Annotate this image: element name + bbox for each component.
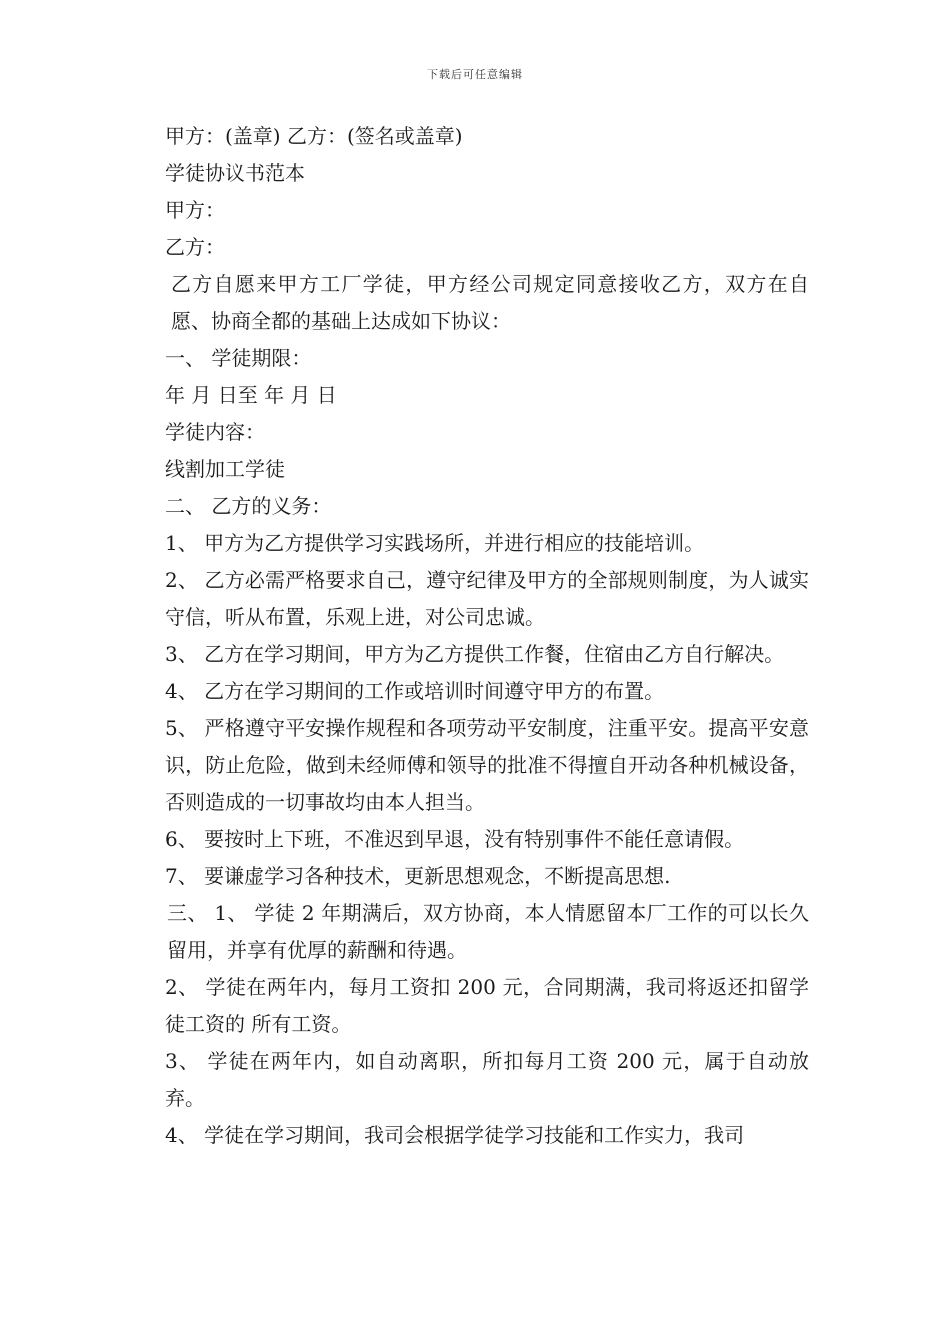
obligation-item-2: 2、 乙方必需严格要求自己，遵守纪律及甲方的全部规则制度，为人诚实守信，听从布置，乐观上进，对公司忠诚。 [165,568,809,629]
section-3-item-3: 3、 学徒在两年内，如自动离职，所扣每月工资 200 元，属于自动放弃。 [165,1049,809,1110]
obligation-item-6: 6、 要按时上下班，不准迟到早退，没有特别事件不能任意请假。 [165,827,745,851]
header-note: 下载后可任意编辑 [427,68,523,81]
party-b-line: 乙方： [165,235,225,259]
obligation-item-4: 4、 乙方在学习期间的工作或培训时间遵守甲方的布置。 [165,679,665,703]
section-1-heading: 一、 学徒期限： [165,346,312,370]
signature-line: 甲方：(盖章) 乙方：(签名或盖章) [165,124,463,148]
content-value: 线割加工学徒 [165,457,285,481]
content-label: 学徒内容： [165,420,265,444]
term-dates: 年 月 日至 年 月 日 [165,383,337,407]
section-3-item-4: 4、 学徒在学习期间，我司会根据学徒学习技能和工作实力，我司 [165,1123,745,1147]
obligation-item-3: 3、 乙方在学习期间，甲方为乙方提供工作餐，住宿由乙方自行解决。 [165,642,785,666]
obligation-item-1: 1、 甲方为乙方提供学习实践场所，并进行相应的技能培训。 [165,531,705,555]
obligation-item-5: 5、 严格遵守平安操作规程和各项劳动平安制度，注重平安。提高平安意识，防止危险，做到未经师傅和领导的批准不得擅自开动各种机械设备，否则造成的一切事故均由本人担当。 [165,716,809,814]
obligation-item-7: 7、 要谦虚学习各种技术，更新思想观念，不断提高思想. [165,864,671,888]
section-2-heading: 二、 乙方的义务： [165,494,332,518]
section-3-item-1: 三、 1、 学徒 2 年期满后，双方协商，本人情愿留本厂工作的可以长久留用，并享有优厚的薪酬和待遇。 [167,901,809,962]
document-title: 学徒协议书范本 [165,161,305,185]
intro-paragraph: 乙方自愿来甲方工厂学徒，甲方经公司规定同意接收乙方，双方在自愿、协商全都的基础上达成如下协议： [171,272,809,333]
document-body [145,118,809,1154]
section-3-item-2: 2、 学徒在两年内，每月工资扣 200 元，合同期满，我司将返还扣留学徒工资的 所有工资。 [165,975,809,1036]
party-a-line: 甲方： [165,198,225,222]
